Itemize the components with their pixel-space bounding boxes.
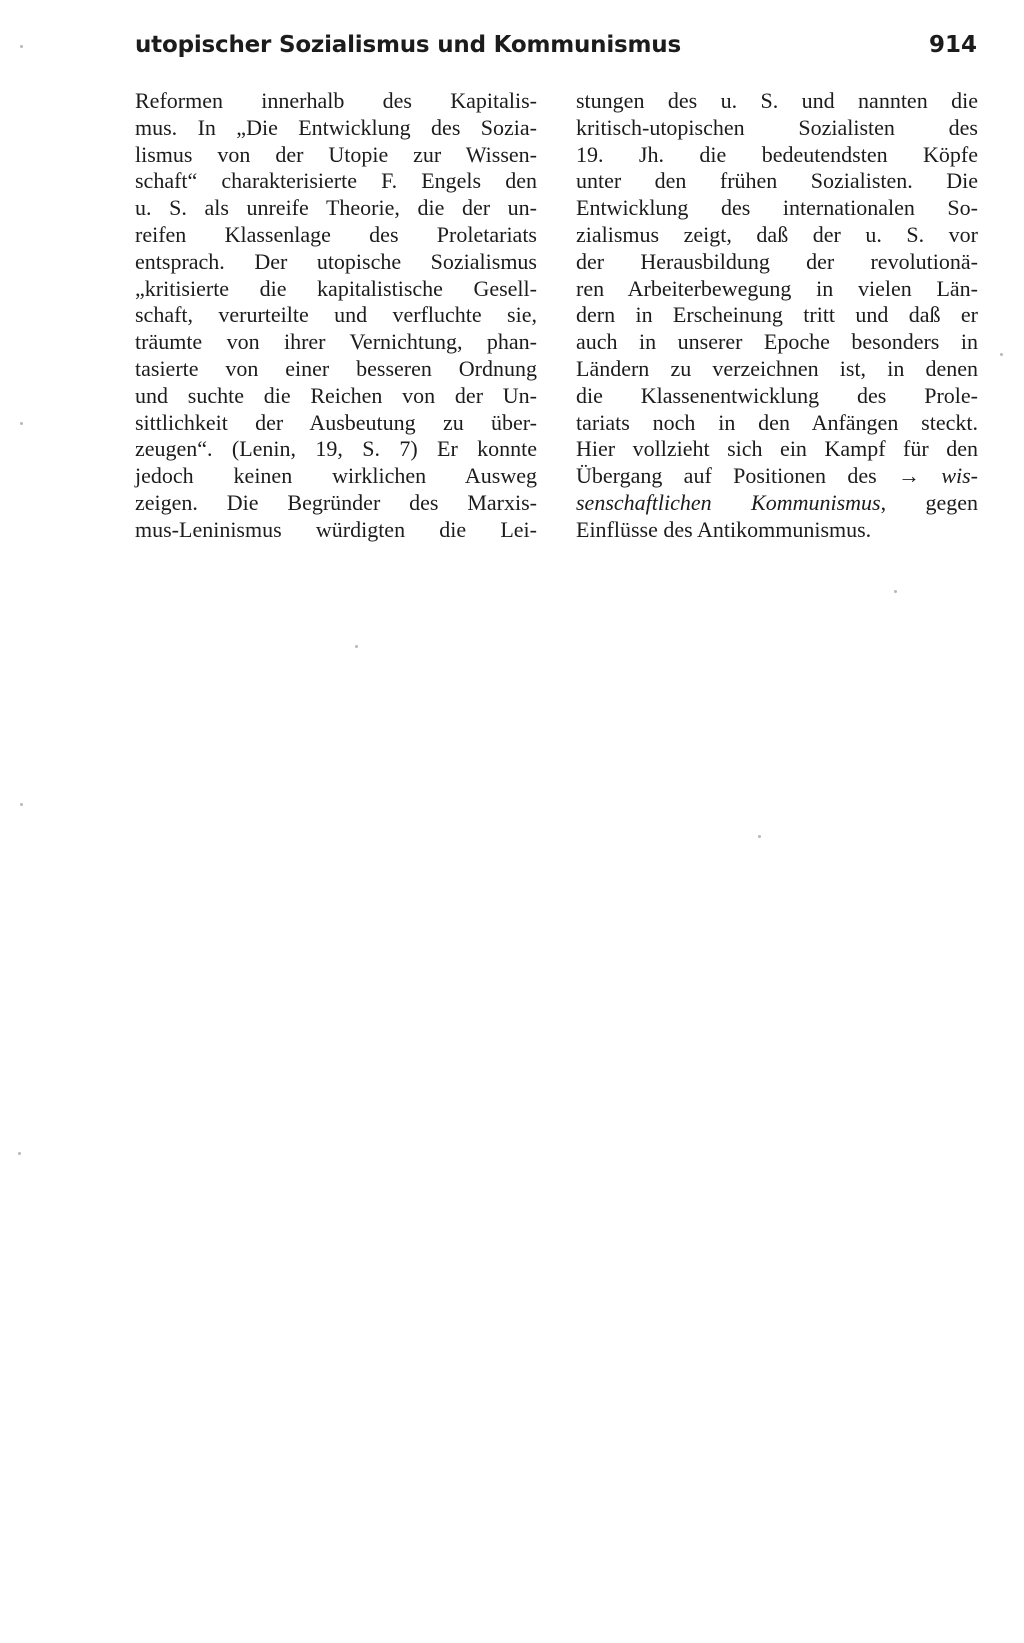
text-line: stungen des u. S. und nannten die bbox=[576, 88, 978, 113]
text-line: Hier vollzieht sich ein Kampf für den bbox=[576, 436, 978, 462]
text-line: der Herausbildung der revolutionä- bbox=[576, 248, 978, 274]
scan-speck bbox=[20, 803, 23, 806]
running-head bbox=[135, 32, 977, 72]
text-line: lismus von der Utopie zur Wissen- bbox=[135, 141, 537, 167]
text-line: u. S. als unreife Theorie, die der un- bbox=[135, 195, 537, 221]
text-line: schaft“ charakterisierte F. Engels den bbox=[135, 168, 537, 194]
text-line: schaft, verurteilte und verfluchte sie, bbox=[135, 302, 537, 328]
text-line: Reformen innerhalb des Kapitalis- bbox=[135, 88, 537, 113]
page-number: 914 bbox=[928, 32, 977, 58]
page-title: utopischer Sozialismus und Kommunismus bbox=[135, 32, 681, 58]
text-line: auch in unserer Epoche besonders in bbox=[576, 329, 978, 355]
cross-reference-line bbox=[576, 463, 978, 490]
right-text-column bbox=[576, 88, 978, 544]
text-line: zialismus zeigt, daß der u. S. vor bbox=[576, 221, 978, 247]
text-line: tasierte von einer besseren Ordnung bbox=[135, 355, 537, 381]
scan-speck bbox=[20, 422, 23, 425]
scan-speck bbox=[894, 590, 897, 593]
text-line: Entwicklung des internationalen So- bbox=[576, 195, 978, 221]
text-line: mus-Leninismus würdigten die Lei- bbox=[135, 516, 537, 542]
text-line: zeigen. Die Begründer des Marxis- bbox=[135, 489, 537, 515]
text-line: jedoch keinen wirklichen Ausweg bbox=[135, 463, 537, 489]
text-line: entsprach. Der utopische Sozialismus bbox=[135, 248, 537, 274]
text-line: tariats noch in den Anfängen steckt. bbox=[576, 409, 978, 435]
cross-reference-term-end: senschaftlichen Kommunismus bbox=[576, 489, 881, 515]
scan-speck bbox=[355, 645, 358, 648]
text-line: sittlichkeit der Ausbeutung zu über- bbox=[135, 409, 537, 435]
text-line: reifen Klassenlage des Proletariats bbox=[135, 221, 537, 247]
text-line: Einflüsse des Antikommunismus. bbox=[576, 516, 872, 542]
text-line: unter den frühen Sozialisten. Die bbox=[576, 168, 978, 194]
text-line: dern in Erscheinung tritt und daß er bbox=[576, 302, 978, 328]
cross-reference-line-continuation bbox=[576, 490, 978, 517]
text-line: ren Arbeiterbewegung in vielen Län- bbox=[576, 275, 978, 301]
text-line: „kritisierte die kapitalistische Gesell- bbox=[135, 275, 537, 301]
cross-reference-suffix: , gegen bbox=[880, 489, 979, 515]
cross-reference-term-start: wis- bbox=[941, 463, 978, 489]
text-line: zeugen“. (Lenin, 19, S. 7) Er konnte bbox=[135, 436, 537, 462]
text-line: kritisch-utopischen Sozialisten des bbox=[576, 114, 978, 140]
scan-speck bbox=[758, 835, 761, 838]
left-text-column bbox=[135, 88, 537, 544]
text-line: Ländern zu verzeichnen ist, in denen bbox=[576, 355, 978, 381]
text-line: träumte von ihrer Vernichtung, phan- bbox=[135, 329, 537, 355]
scan-speck bbox=[18, 1152, 21, 1155]
scan-speck bbox=[1000, 353, 1003, 356]
text-line: mus. In „Die Entwicklung des Sozia- bbox=[135, 114, 537, 140]
cross-reference-arrow: → bbox=[897, 463, 920, 489]
text-line: die Klassenentwicklung des Prole- bbox=[576, 382, 978, 408]
text-line: 19. Jh. die bedeutendsten Köpfe bbox=[576, 141, 978, 167]
text-line: und suchte die Reichen von der Un- bbox=[135, 382, 537, 408]
cross-reference-prefix: Übergang auf Positionen des bbox=[576, 463, 898, 489]
scan-speck bbox=[20, 45, 23, 48]
